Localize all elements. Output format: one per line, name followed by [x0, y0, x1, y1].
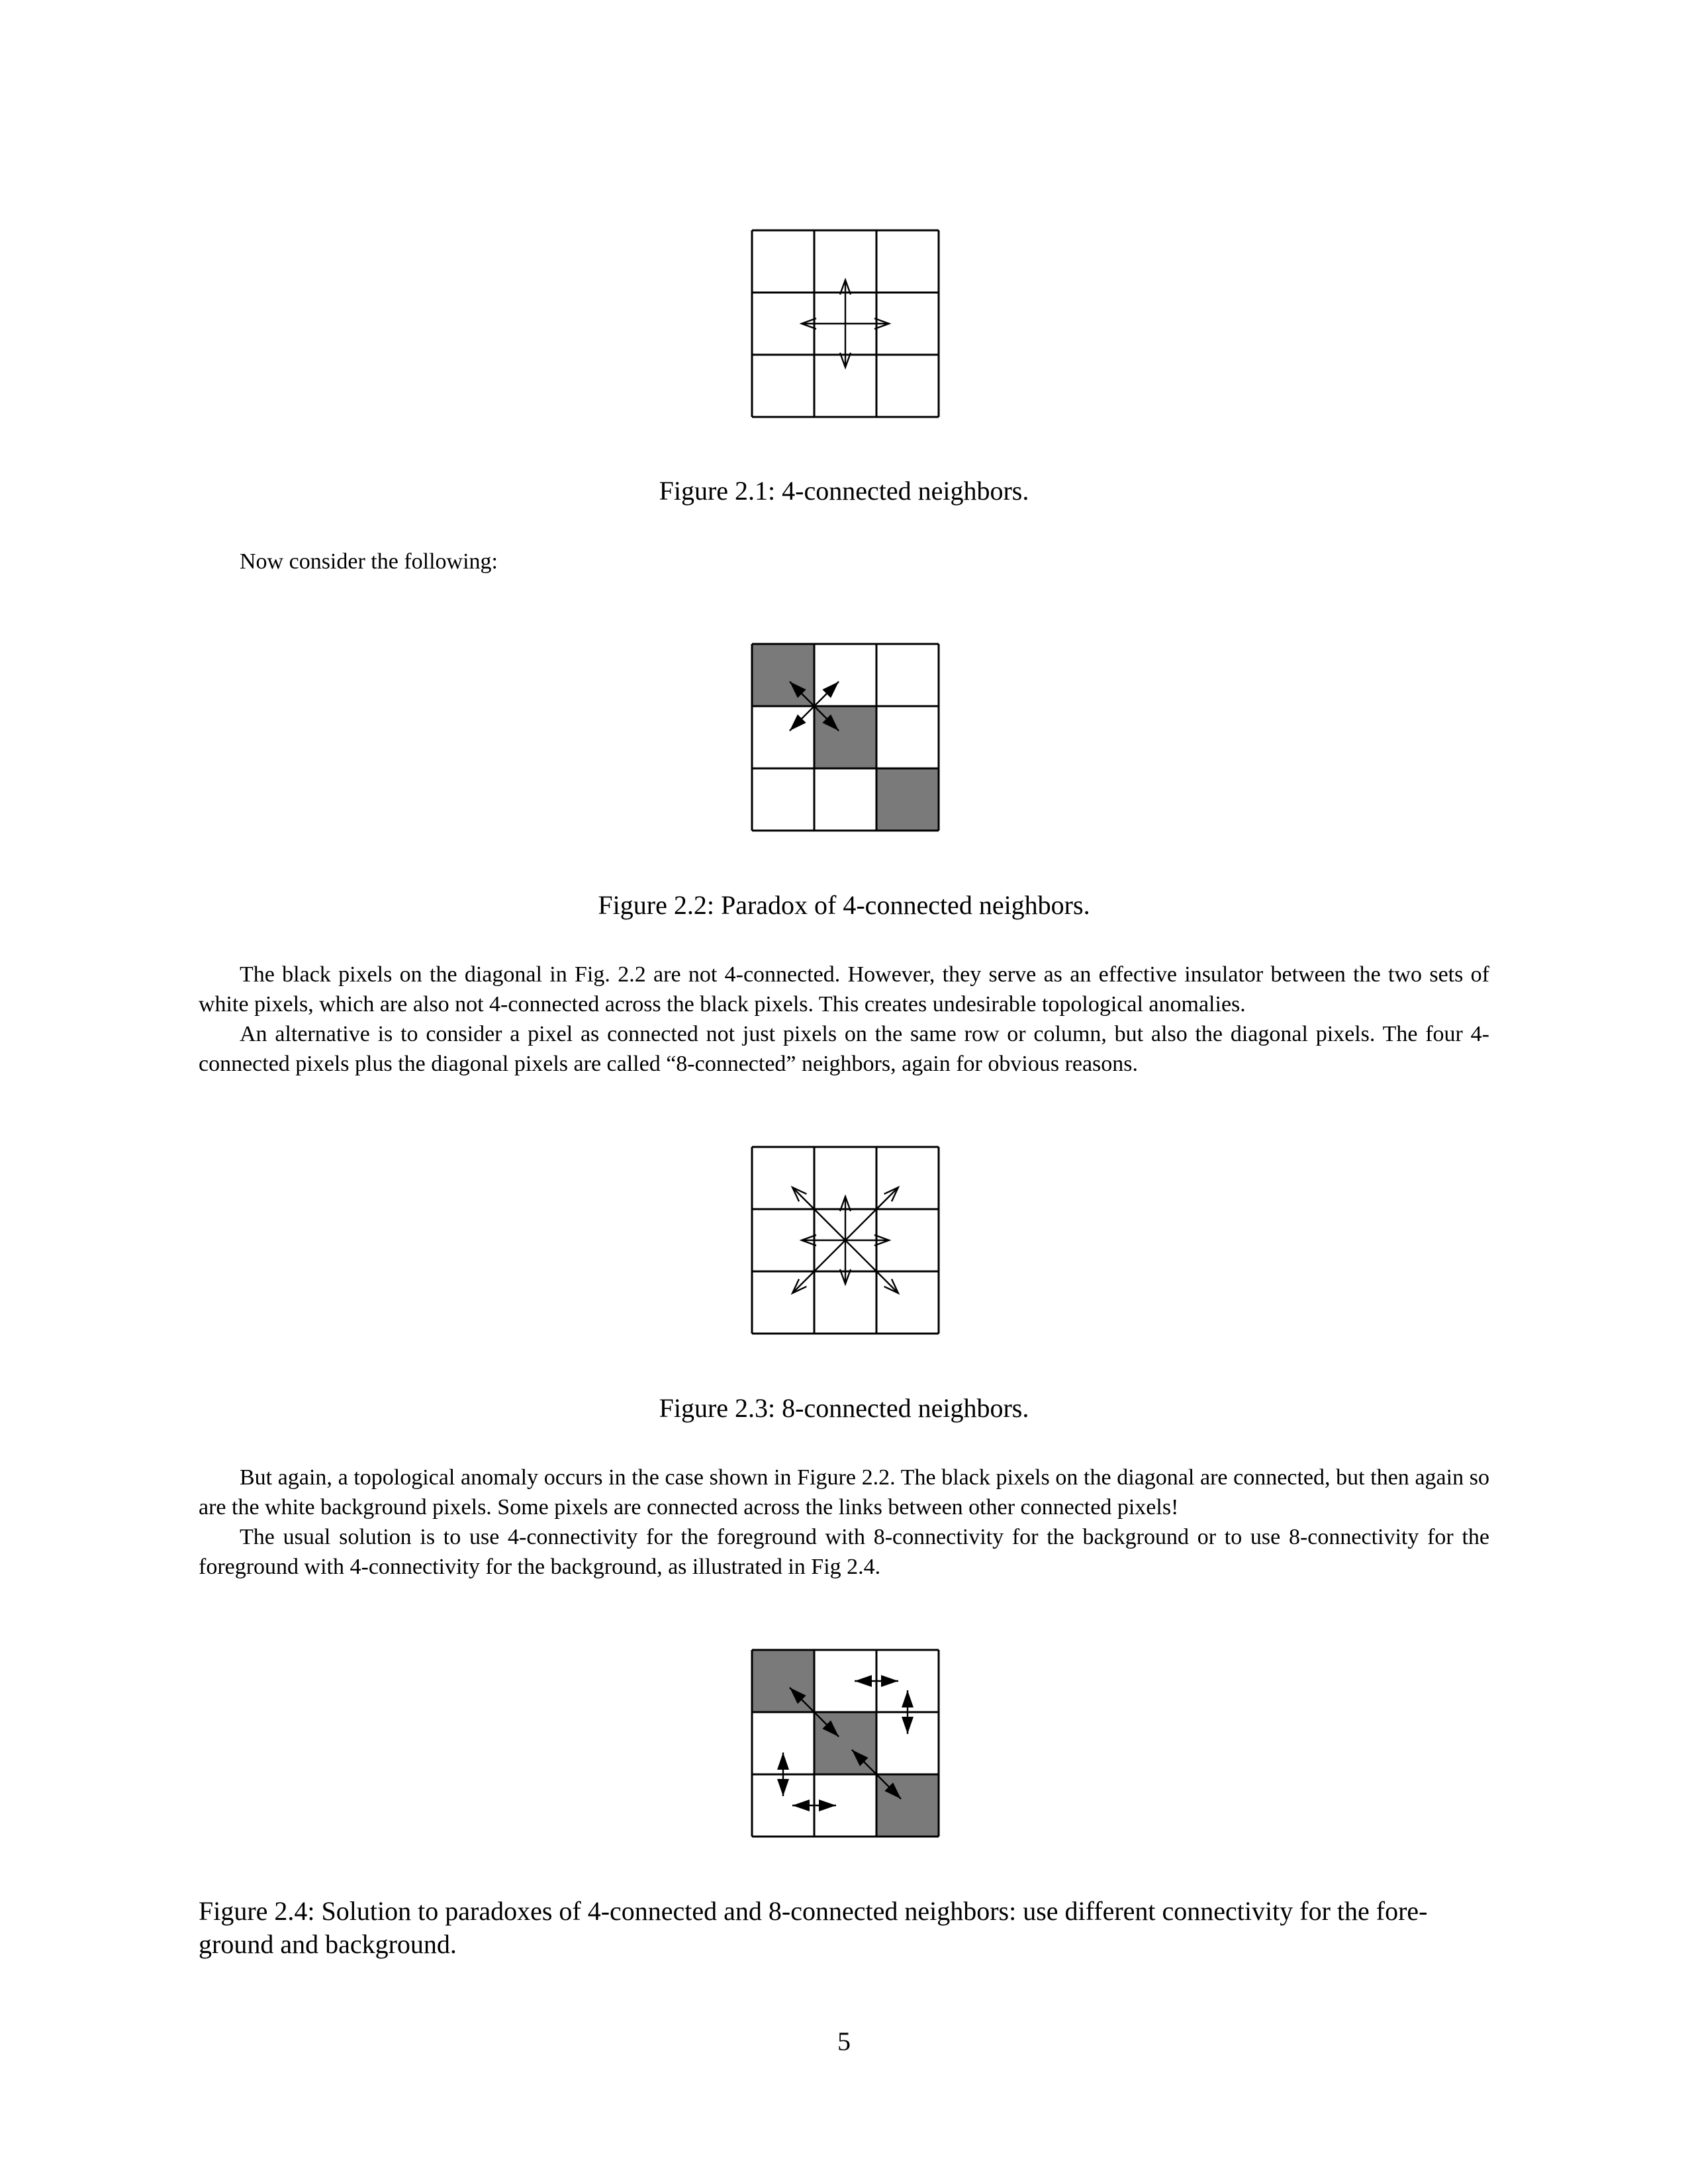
figure-2-2-grid	[750, 642, 941, 833]
paragraph-now-consider: Now consider the following:	[240, 549, 498, 574]
figure-2-4-caption: Figure 2.4: Solution to paradoxes of 4-connected and 8-connected neighbors: use different connectivity for the fore-ground and background.	[199, 1896, 1428, 1959]
figure-2-2-diagram	[750, 642, 941, 833]
arrow-head-5	[819, 1799, 836, 1811]
arrow-head-2-back	[855, 1675, 872, 1687]
arrow-shaft-6	[792, 1240, 845, 1293]
arrow-head-4-back	[777, 1752, 789, 1770]
figure-2-3-caption: Figure 2.3: 8-connected neighbors.	[659, 1393, 1029, 1423]
arrow-shaft-4	[792, 1187, 845, 1240]
shaded-pixel-2	[876, 768, 939, 831]
figure-2-1-caption: Figure 2.1: 4-connected neighbors.	[659, 476, 1029, 506]
arrow-head-3	[902, 1717, 914, 1734]
paragraph-anomaly: But again, a topological anomaly occurs in the case shown in Figure 2.2. The black pixels on the diagonal are connected, but then again so are the white background pixels. Some pixels are connected across the links between other connected pixels!	[199, 1465, 1489, 1520]
arrow-shaft-5	[845, 1187, 898, 1240]
arrow-head-2	[881, 1675, 898, 1687]
paragraph-alternative: An alternative is to consider a pixel as connected not just pixels on the same row or column, but also the diagonal pixels. The four 4-connected pixels plus the diagonal pixels are called “8-connected” neighbors, again for obvious reasons.	[199, 1022, 1489, 1076]
figure-2-1-grid	[750, 228, 941, 419]
arrow-head-4	[777, 1779, 789, 1796]
arrow-head-5-back	[792, 1799, 810, 1811]
figure-2-3-grid	[750, 1145, 941, 1336]
arrow-head-3-back	[902, 1690, 914, 1707]
figure-2-4-diagram	[750, 1648, 941, 1839]
paragraph-insulator: The black pixels on the diagonal in Fig. 2.2 are not 4-connected. However, they serve as an effective insulator between the two sets of white pixels, which are also not 4-connected across the black pixels. This creates undesirable topological anomalies.	[199, 962, 1489, 1017]
figure-2-2-caption: Figure 2.2: Paradox of 4-connected neighbors.	[598, 890, 1090, 920]
page-number: 5	[837, 2026, 851, 2056]
figure-2-1-diagram	[750, 228, 941, 419]
paragraph-usual-solution: The usual solution is to use 4-connectivity for the foreground with 8-connectivity for the background or to use 8-connectivity for the foreground with 4-connectivity for the background, as illustrated in Fig 2.4.	[199, 1525, 1489, 1579]
figure-2-3-diagram	[750, 1145, 941, 1336]
arrow-shaft-7	[845, 1240, 898, 1293]
figure-2-4-grid	[750, 1648, 941, 1839]
